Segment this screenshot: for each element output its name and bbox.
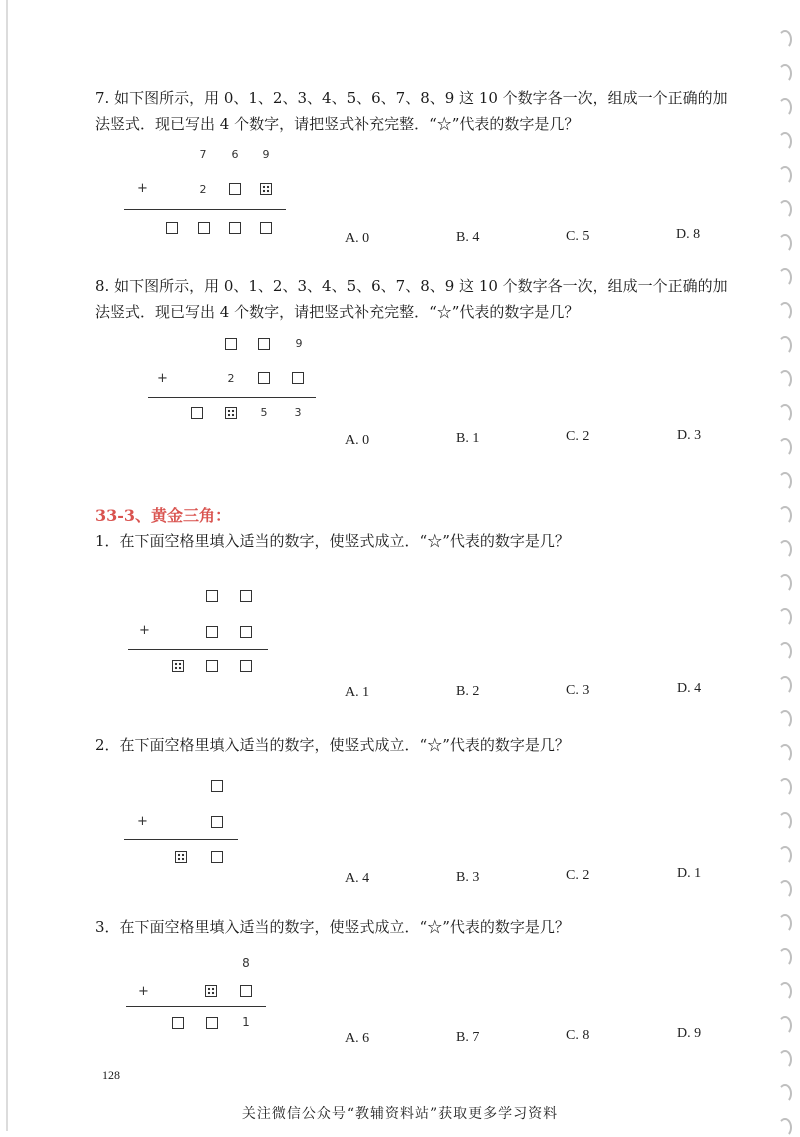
binding-ring [778,404,792,423]
empty-digit-box[interactable] [229,183,241,195]
plus-sign: + [138,984,149,999]
empty-digit-box[interactable] [225,338,237,350]
question-8-line-1: 8. 如下图所示，用 0、1、2、3、4、5、6、7、8、9 这 10 个数字各一次，组成一个正确的加 [95,277,728,295]
golden-question-2-text: 2．在下面空格里填入适当的数字，使竖式成立．“☆”代表的数字是几？ [95,736,570,754]
empty-digit-box[interactable] [240,985,252,997]
sum-rule-line [128,649,268,650]
option-b[interactable]: B. 1 [456,431,480,446]
sum-digit: 6 [231,148,239,161]
empty-digit-box[interactable] [240,660,252,672]
section-title: 33-3、黄金三角： [95,506,232,525]
star-digit-box[interactable] [225,407,237,419]
option-a[interactable]: A. 1 [345,685,370,700]
question-8-line-2: 法竖式．现已写出 4 个数字，请把竖式补充完整．“☆”代表的数字是几？ [95,303,580,321]
binding-ring [778,166,792,185]
binding-ring [778,812,792,831]
question-7-text [95,85,735,137]
binding-ring [778,540,792,559]
option-c[interactable]: C. 2 [566,429,590,444]
page-number: 128 [102,1068,120,1082]
option-c[interactable]: C. 3 [566,683,590,698]
binding-ring [778,948,792,967]
empty-digit-box[interactable] [258,372,270,384]
question-8-text [95,273,735,325]
binding-ring [778,744,792,763]
golden-question-3-text: 3．在下面空格里填入适当的数字，使竖式成立．“☆”代表的数字是几？ [95,918,570,936]
empty-digit-box[interactable] [172,1017,184,1029]
empty-digit-box[interactable] [211,780,223,792]
option-a[interactable]: A. 0 [345,231,370,246]
empty-digit-box[interactable] [198,222,210,234]
sum-rule-line [124,209,286,210]
option-c[interactable]: C. 5 [566,229,590,244]
empty-digit-box[interactable] [206,660,218,672]
binding-ring [778,472,792,491]
binding-ring [778,438,792,457]
option-b[interactable]: B. 3 [456,870,480,885]
footer-notice: 关注微信公众号“教辅资料站”获取更多学习资料 [241,1106,559,1122]
option-c[interactable]: C. 2 [566,868,590,883]
empty-digit-box[interactable] [240,590,252,602]
binding-ring [778,370,792,389]
golden-question-1-text: 1．在下面空格里填入适当的数字，使竖式成立．“☆”代表的数字是几？ [95,532,570,550]
sum-rule-line [124,839,238,840]
option-d[interactable]: D. 4 [677,681,702,696]
sum-digit: 9 [262,148,270,161]
sum-digit: 9 [295,337,303,350]
page-left-edge [6,0,8,1131]
question-7-line-2: 法竖式．现已写出 4 个数字，请把竖式补充完整．“☆”代表的数字是几？ [95,115,580,133]
binding-ring [778,268,792,287]
empty-digit-box[interactable] [258,338,270,350]
binding-ring [778,914,792,933]
empty-digit-box[interactable] [229,222,241,234]
binding-ring [778,710,792,729]
binding-ring [778,1016,792,1035]
sum-digit: 5 [260,406,268,419]
sum-digit: 7 [199,148,207,161]
binding-ring [778,302,792,321]
question-7-line-1: 7. 如下图所示，用 0、1、2、3、4、5、6、7、8、9 这 10 个数字各一次，组成一个正确的加 [95,89,728,107]
binding-ring [778,132,792,151]
sum-digit: 1 [242,1015,250,1029]
option-a[interactable]: A. 4 [345,871,370,886]
binding-ring [778,1084,792,1103]
empty-digit-box[interactable] [211,816,223,828]
empty-digit-box[interactable] [240,626,252,638]
option-d[interactable]: D. 3 [677,428,702,443]
binding-ring [778,574,792,593]
option-d[interactable]: D. 9 [677,1026,702,1041]
sum-digit: 2 [199,183,207,196]
binding-ring [778,642,792,661]
binding-ring [778,778,792,797]
binding-ring [778,676,792,695]
empty-digit-box[interactable] [206,1017,218,1029]
binding-ring [778,200,792,219]
empty-digit-box[interactable] [260,222,272,234]
star-digit-box[interactable] [260,183,272,195]
option-b[interactable]: B. 7 [456,1030,480,1045]
plus-sign: + [137,181,148,196]
binding-ring [778,982,792,1001]
plus-sign: + [157,371,168,386]
empty-digit-box[interactable] [206,626,218,638]
spiral-binding [772,0,796,1131]
empty-digit-box[interactable] [191,407,203,419]
binding-ring [778,30,792,49]
option-d[interactable]: D. 8 [676,227,701,242]
binding-ring [778,234,792,253]
sum-digit: 2 [227,372,235,385]
binding-ring [778,880,792,899]
binding-ring [778,1050,792,1069]
sum-rule-line [126,1006,266,1007]
sum-digit: 8 [242,956,250,970]
option-a[interactable]: A. 6 [345,1031,370,1046]
star-digit-box[interactable] [172,660,184,672]
option-b[interactable]: B. 2 [456,684,480,699]
star-digit-box[interactable] [205,985,217,997]
empty-digit-box[interactable] [211,851,223,863]
empty-digit-box[interactable] [206,590,218,602]
star-digit-box[interactable] [175,851,187,863]
empty-digit-box[interactable] [292,372,304,384]
binding-ring [778,506,792,525]
binding-ring [778,608,792,627]
empty-digit-box[interactable] [166,222,178,234]
sum-rule-line [148,397,316,398]
binding-ring [778,64,792,83]
binding-ring [778,98,792,117]
binding-ring [778,336,792,355]
option-d[interactable]: D. 1 [677,866,702,881]
binding-ring [778,846,792,865]
option-a[interactable]: A. 0 [345,433,370,448]
option-c[interactable]: C. 8 [566,1028,590,1043]
plus-sign: + [139,623,150,638]
plus-sign: + [137,814,148,829]
option-b[interactable]: B. 4 [456,230,480,245]
sum-digit: 3 [294,406,302,419]
